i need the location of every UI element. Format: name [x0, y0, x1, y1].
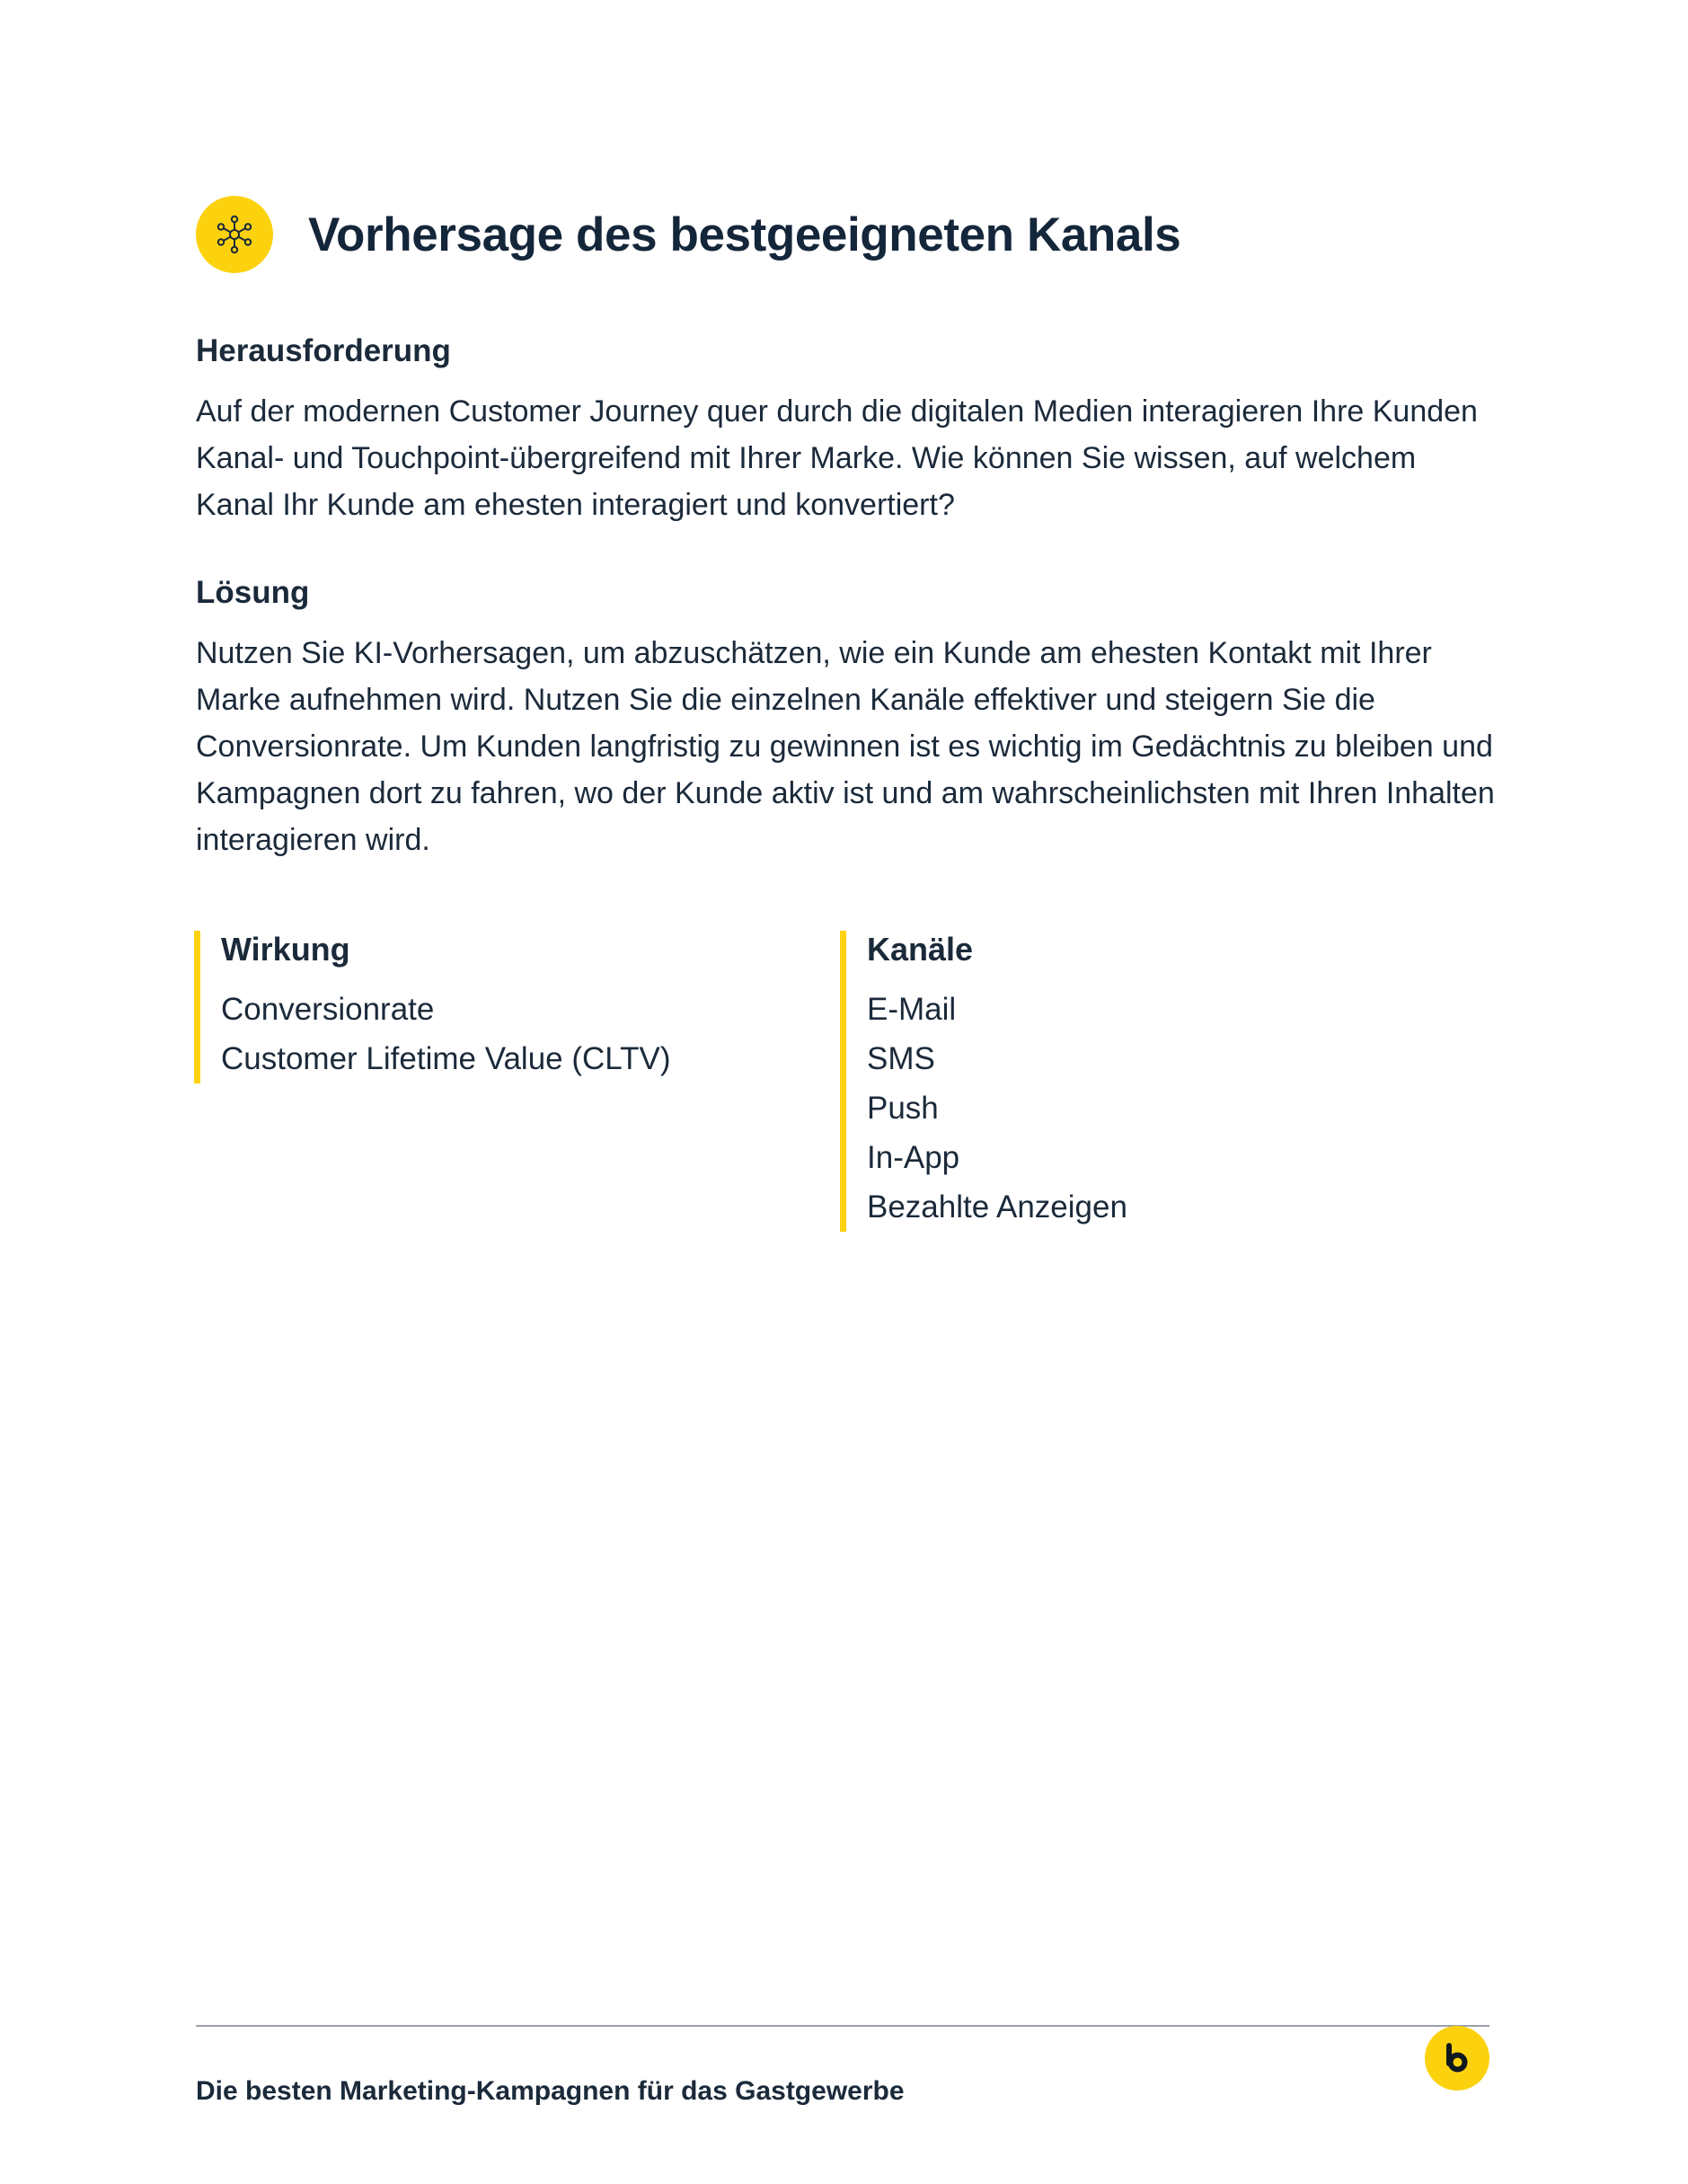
- channel-item: Push: [867, 1091, 939, 1126]
- channel-item: Bezahlte Anzeigen: [867, 1189, 1127, 1225]
- channel-item: In-App: [867, 1140, 960, 1175]
- footer-title: Die besten Marketing-Kampagnen für das Gastgewerbe: [196, 2076, 905, 2106]
- footer-divider: [196, 2025, 1489, 2027]
- channels-list: [867, 985, 1127, 1232]
- challenge-text: Auf der modernen Customer Journey quer durch die digitalen Medien interagieren Ihre Kunden Kanal- und Touchpoint-übergreifend mit Ihrer Marke. Wie können Sie wissen, auf welchem Kanal Ihr Kunde am ehesten interagiert und konvertiert?: [196, 394, 1478, 522]
- brand-logo-icon: [1425, 2026, 1489, 2091]
- solution-text: Nutzen Sie KI-Vorhersagen, um abzuschätzen, wie ein Kunde am ehesten Kontakt mit Ihrer Marke aufnehmen wird. Nutzen Sie die einzelnen Kanäle effektiver und steigern Sie die Conversionrate. Um Kunden langfristig zu gewinnen ist es wichtig im Gedächtnis zu bleiben und Kampagnen dort zu fahren, wo der Kunde aktiv ist und am wahrscheinlichsten mit Ihren Inhalten interagieren wird.: [196, 636, 1495, 857]
- channels-heading: Kanäle: [867, 931, 974, 968]
- impact-item: Conversionrate: [221, 992, 435, 1027]
- channels-column: [840, 931, 1127, 1232]
- page-header: [196, 196, 1180, 273]
- page-title: Vorhersage des bestgeeigneten Kanals: [308, 208, 1181, 261]
- impact-item: Customer Lifetime Value (CLTV): [221, 1041, 671, 1076]
- impact-column: [194, 931, 671, 1083]
- challenge-heading: Herausforderung: [196, 333, 451, 368]
- channel-item: E-Mail: [867, 992, 957, 1027]
- network-nodes-icon: [196, 196, 273, 273]
- solution-heading: Lösung: [196, 575, 310, 610]
- channel-item: SMS: [867, 1041, 935, 1076]
- impact-list: [221, 985, 671, 1083]
- impact-heading: Wirkung: [221, 931, 350, 968]
